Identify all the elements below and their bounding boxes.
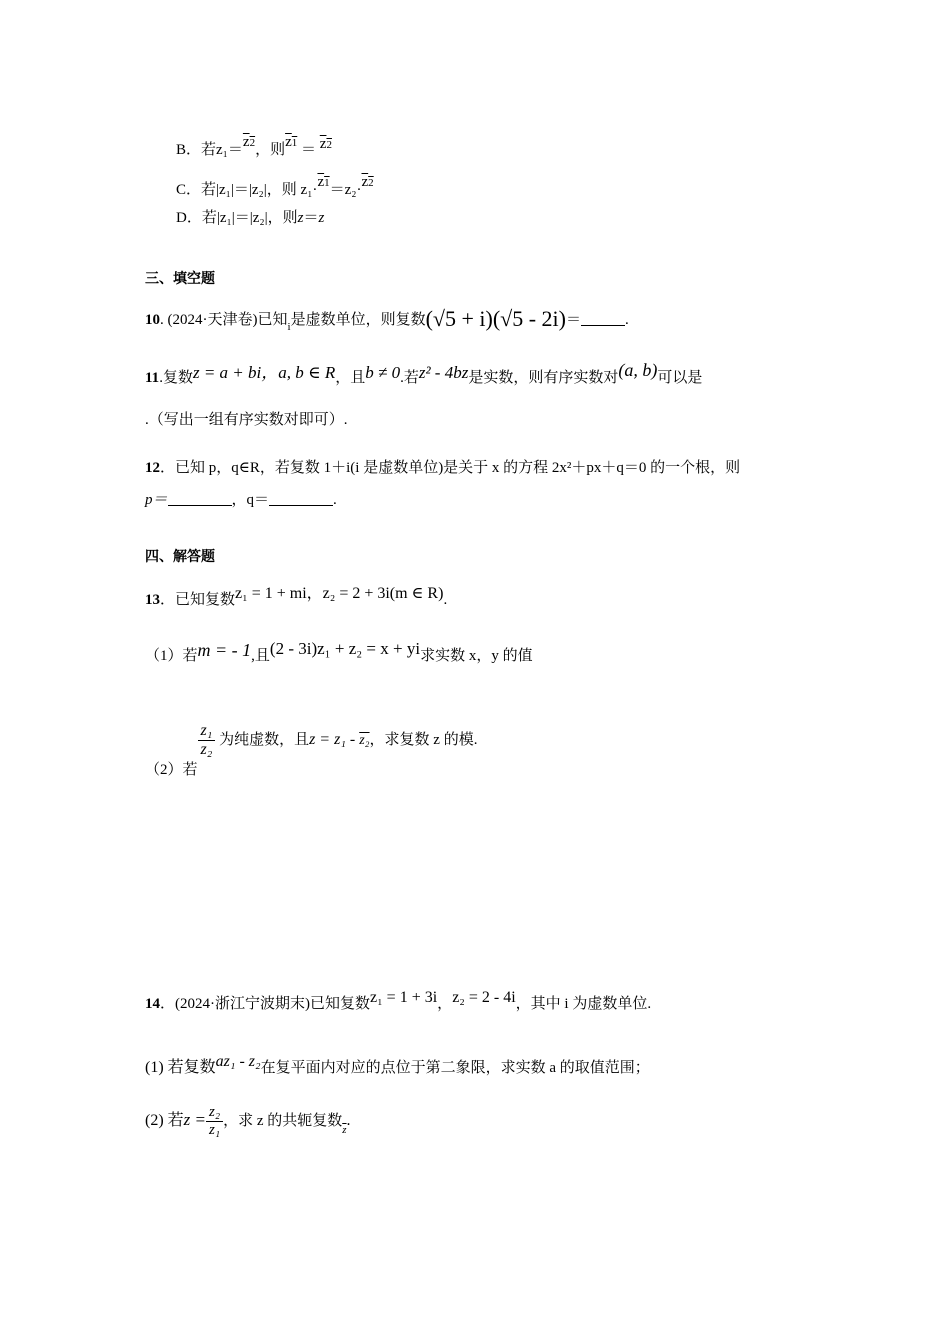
question-10: 10. (2024·天津卷)已知$_i$是虚数单位，则复数(√5 + i)(√5 - 2i)＝ . (145, 306, 629, 333)
option-c: C．若|z₁|＝|z₂|，则 z₁·z1＝z₂·z2 (176, 174, 374, 198)
conj-z1: z1 (317, 174, 330, 190)
question-12-answers: p＝ ，q＝ . (145, 492, 337, 508)
fraction-z2-z1: $\frac{\text{z₂}}{\text{z₁}}$ (206, 1104, 223, 1139)
option-d: D．若|z₁|＝|z₂|，则z＝z (176, 210, 325, 226)
answer-blank-q[interactable] (269, 491, 333, 506)
question-14: 14．(2024·浙江宁波期末)已知复数z₁ = 1 + 3i，z₂ = 2 - 4i，其中 i 为虚数单位. (145, 989, 652, 1012)
question-13-part1: （1）若m = - 1,且(2 - 3i)z₁ + z₂ = x + yi求实数 x，y 的值 (145, 639, 533, 664)
question-13: 13．已知复数z₁ = 1 + mi，z₂ = 2 + 3i(m ∈ R). (145, 585, 448, 608)
answer-blank-p[interactable] (168, 491, 232, 506)
section-fill-in: 三、填空题 (145, 270, 215, 286)
conj-z1: z1 (285, 134, 298, 150)
conj-z2b: z2 (319, 136, 332, 152)
option-b: B．若z₁＝z2，则z1 ＝ z2 (176, 134, 332, 158)
conj-z2: z2 (242, 134, 256, 150)
section-answer: 四、解答题 (145, 548, 215, 564)
question-11-hint: .（写出一组有序实数对即可）. (145, 412, 348, 428)
answer-blank[interactable] (581, 311, 625, 326)
question-13-part2: （2）若 $\frac{\text{z₁}}{\text{z₂}}$ 为纯虚数，且z = z₁ - z₂，求复数 z 的模. (145, 722, 478, 778)
fraction-z1-z2: $\frac{\text{z₁}}{\text{z₂}}$ (198, 722, 216, 759)
conj-z2: z2 (361, 174, 374, 190)
question-14-part2: (2) 若z = $\frac{\text{z₂}}{\text{z₁}}$ ，求 z 的共轭复数$_{\overline{z}}$. (145, 1104, 351, 1138)
conj-z2: z₂ (359, 732, 370, 748)
conj-z: z (342, 1124, 347, 1137)
question-11: 11.复数z = a + bi，a, b ∈ R，且b ≠ 0.若z² - 4bz是实数，则有序实数对(a, b)可以是 (145, 360, 703, 386)
question-12: 12．已知 p，q∈R，若复数 1＋i(i 是虚数单位)是关于 x 的方程 2x²＋px＋q＝0 的一个根，则 (145, 460, 741, 476)
q10-expression: (√5 + i)(√5 - 2i) (425, 306, 566, 331)
question-14-part1: (1) 若复数az₁ - z₂在复平面内对应的点位于第二象限，求实数 a 的取值范围； (145, 1053, 650, 1076)
